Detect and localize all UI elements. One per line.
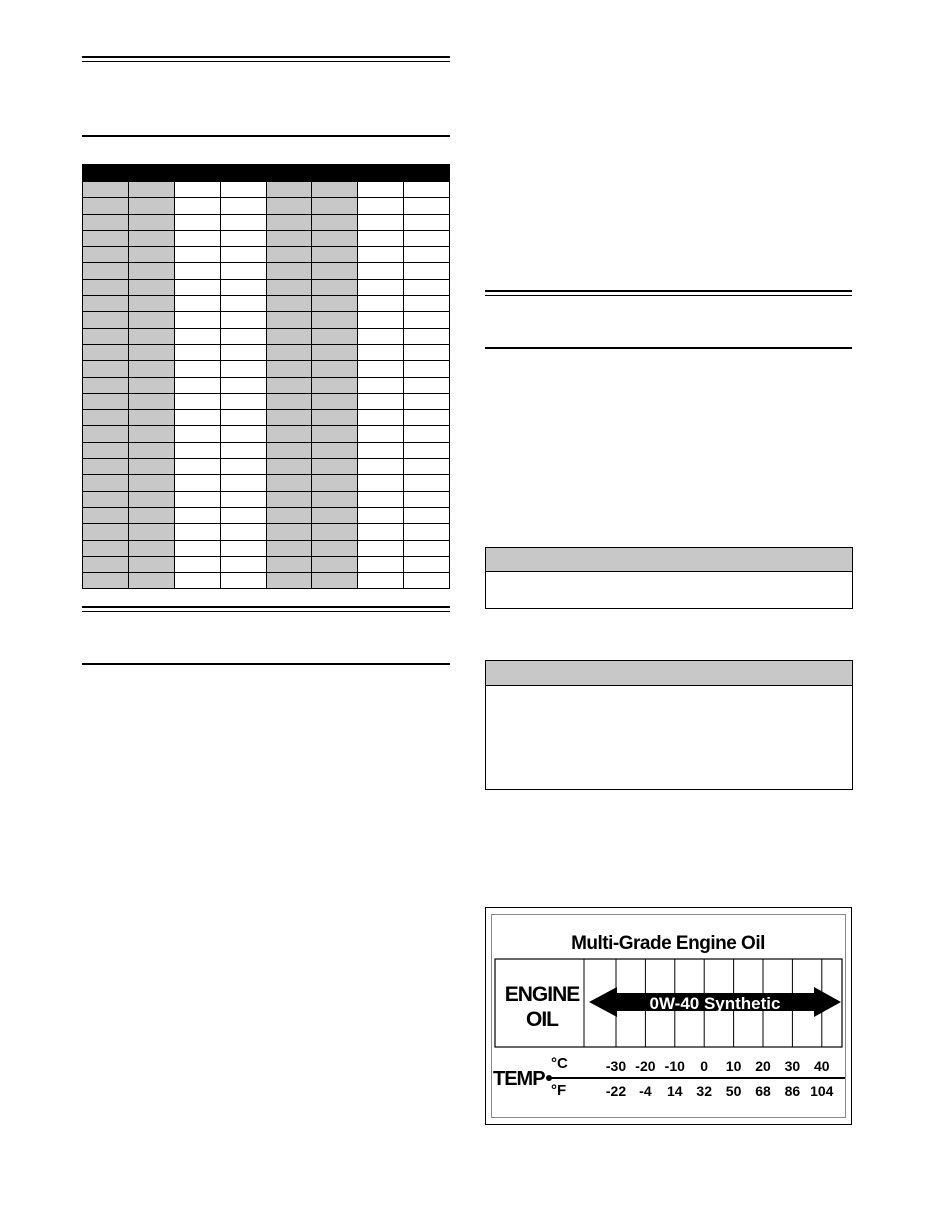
fahrenheit-unit: °F <box>551 1082 567 1099</box>
table-cell <box>358 328 404 344</box>
table-header-cell <box>404 165 450 182</box>
table-cell <box>220 263 266 279</box>
table-cell <box>83 442 129 458</box>
table-cell <box>128 540 174 556</box>
top-double-rule-b <box>82 61 450 62</box>
table-row <box>83 328 450 344</box>
table-cell <box>220 182 266 198</box>
table-cell <box>83 475 129 491</box>
table-cell <box>312 182 358 198</box>
table-cell <box>174 524 220 540</box>
table-cell <box>83 182 129 198</box>
table-cell <box>174 214 220 230</box>
table-cell <box>128 279 174 295</box>
table-cell <box>404 459 450 475</box>
table-cell <box>220 328 266 344</box>
table-cell <box>220 344 266 360</box>
fahrenheit-tick-label: 86 <box>784 1083 801 1099</box>
table-cell <box>358 393 404 409</box>
top-double-rule-a <box>82 56 450 58</box>
fahrenheit-tick-label: -4 <box>639 1083 652 1099</box>
table-cell <box>358 459 404 475</box>
table-cell <box>266 507 312 523</box>
table-cell <box>312 393 358 409</box>
table-cell <box>128 247 174 263</box>
table-cell <box>266 328 312 344</box>
table-cell <box>404 182 450 198</box>
engine-oil-chart <box>485 907 852 1125</box>
table-cell <box>404 524 450 540</box>
table-header-cell <box>266 165 312 182</box>
table-cell <box>266 361 312 377</box>
table-cell <box>174 573 220 589</box>
table-cell <box>404 279 450 295</box>
table-row <box>83 507 450 523</box>
table-cell <box>312 507 358 523</box>
table-cell <box>404 426 450 442</box>
table-row <box>83 426 450 442</box>
table-cell <box>174 410 220 426</box>
table-cell <box>128 507 174 523</box>
table-cell <box>128 475 174 491</box>
table-cell <box>312 426 358 442</box>
table-cell <box>83 230 129 246</box>
celsius-unit: °C <box>551 1055 568 1072</box>
table-cell <box>358 491 404 507</box>
table-cell <box>266 344 312 360</box>
table-cell <box>83 426 129 442</box>
table-cell <box>266 230 312 246</box>
table-cell <box>128 182 174 198</box>
table-cell <box>128 344 174 360</box>
celsius-tick-label: -30 <box>605 1058 627 1074</box>
table-cell <box>174 540 220 556</box>
table-cell <box>404 361 450 377</box>
table-row <box>83 198 450 214</box>
table-cell <box>266 393 312 409</box>
table-cell <box>266 263 312 279</box>
table-cell <box>220 214 266 230</box>
table-cell <box>266 410 312 426</box>
table-cell <box>220 540 266 556</box>
table-cell <box>358 426 404 442</box>
fahrenheit-tick-label: 104 <box>810 1083 834 1099</box>
table-cell <box>83 344 129 360</box>
table-cell <box>128 328 174 344</box>
table-cell <box>220 524 266 540</box>
notice-box-2 <box>485 660 853 790</box>
engine-oil-chart-frame <box>491 914 846 1118</box>
table-cell <box>312 214 358 230</box>
section-rule <box>82 135 450 137</box>
table-cell <box>266 247 312 263</box>
table-cell <box>83 459 129 475</box>
table-cell <box>404 328 450 344</box>
table-cell <box>220 230 266 246</box>
table-cell <box>83 556 129 572</box>
table-cell <box>83 410 129 426</box>
celsius-tick-label: 20 <box>755 1058 771 1074</box>
table-cell <box>404 442 450 458</box>
table-cell <box>358 442 404 458</box>
table-row <box>83 410 450 426</box>
table-row <box>83 247 450 263</box>
table-cell <box>312 279 358 295</box>
table-cell <box>404 312 450 328</box>
celsius-tick-label: -20 <box>635 1058 656 1074</box>
table-cell <box>174 296 220 312</box>
table-cell <box>358 573 404 589</box>
table-cell <box>404 507 450 523</box>
table-row <box>83 344 450 360</box>
celsius-tick-label: 30 <box>784 1058 801 1074</box>
right-section-rule <box>485 347 852 349</box>
table-cell <box>174 475 220 491</box>
table-cell <box>404 410 450 426</box>
table-cell <box>83 312 129 328</box>
table-cell <box>83 279 129 295</box>
table-cell <box>174 459 220 475</box>
table-cell <box>266 459 312 475</box>
table-cell <box>358 263 404 279</box>
table-cell <box>404 556 450 572</box>
chart-title: Multi-Grade Engine Oil <box>571 933 765 954</box>
table-cell <box>312 491 358 507</box>
table-cell <box>404 491 450 507</box>
table-cell <box>128 361 174 377</box>
celsius-tick-label: 10 <box>725 1058 742 1074</box>
table-cell <box>174 507 220 523</box>
table-cell <box>128 442 174 458</box>
table-cell <box>266 442 312 458</box>
table-cell <box>266 475 312 491</box>
table-cell <box>83 573 129 589</box>
table-cell <box>404 475 450 491</box>
table-cell <box>83 507 129 523</box>
table-cell <box>404 214 450 230</box>
table-cell <box>404 377 450 393</box>
fahrenheit-tick-label: 32 <box>696 1083 712 1099</box>
table-cell <box>220 279 266 295</box>
table-cell <box>220 556 266 572</box>
table-cell <box>312 573 358 589</box>
table-row <box>83 214 450 230</box>
table-cell <box>83 328 129 344</box>
celsius-tick-label: -10 <box>664 1058 685 1074</box>
table-cell <box>220 361 266 377</box>
table-cell <box>220 198 266 214</box>
table-cell <box>358 312 404 328</box>
table-cell <box>312 230 358 246</box>
table-cell <box>174 426 220 442</box>
table-cell <box>128 263 174 279</box>
table-cell <box>83 214 129 230</box>
table-cell <box>358 507 404 523</box>
table-row <box>83 230 450 246</box>
table-cell <box>128 491 174 507</box>
table-cell <box>174 182 220 198</box>
table-row <box>83 475 450 491</box>
table-cell <box>174 247 220 263</box>
table-cell <box>220 410 266 426</box>
table-row <box>83 459 450 475</box>
table-cell <box>312 410 358 426</box>
table-cell <box>358 247 404 263</box>
table-cell <box>266 491 312 507</box>
table-header-cell <box>312 165 358 182</box>
table-cell <box>358 475 404 491</box>
table-row <box>83 361 450 377</box>
table-row <box>83 556 450 572</box>
table-header-cell <box>83 165 129 182</box>
table-cell <box>83 540 129 556</box>
table-cell <box>83 491 129 507</box>
table-cell <box>312 344 358 360</box>
table-cell <box>128 312 174 328</box>
table-row <box>83 263 450 279</box>
table-cell <box>128 459 174 475</box>
table-header-cell <box>174 165 220 182</box>
table-cell <box>404 296 450 312</box>
engine-oil-chart-graphic <box>492 915 845 1117</box>
table-cell <box>174 198 220 214</box>
table-cell <box>404 247 450 263</box>
table-cell <box>174 328 220 344</box>
table-row <box>83 182 450 198</box>
table-cell <box>266 182 312 198</box>
table-cell <box>174 279 220 295</box>
table-cell <box>358 540 404 556</box>
table-cell <box>128 393 174 409</box>
table-cell <box>358 214 404 230</box>
table-cell <box>266 279 312 295</box>
table-row <box>83 377 450 393</box>
table-cell <box>128 556 174 572</box>
table-cell <box>128 524 174 540</box>
table-cell <box>174 442 220 458</box>
table-cell <box>266 540 312 556</box>
table-cell <box>358 524 404 540</box>
table-cell <box>83 361 129 377</box>
table-cell <box>128 230 174 246</box>
engine-label: ENGINE <box>504 983 580 1006</box>
table-cell <box>220 393 266 409</box>
celsius-tick-label: 40 <box>814 1058 830 1074</box>
table-cell <box>312 475 358 491</box>
table-cell <box>266 556 312 572</box>
table-cell <box>220 459 266 475</box>
table-cell <box>220 296 266 312</box>
table-cell <box>358 296 404 312</box>
table-cell <box>312 263 358 279</box>
table-cell <box>312 198 358 214</box>
table-cell <box>128 198 174 214</box>
table-cell <box>83 263 129 279</box>
fahrenheit-tick-label: 68 <box>755 1083 771 1099</box>
table-cell <box>174 230 220 246</box>
table-cell <box>358 344 404 360</box>
table-cell <box>358 182 404 198</box>
celsius-tick-label: 0 <box>700 1058 709 1074</box>
table-cell <box>83 296 129 312</box>
table-row <box>83 491 450 507</box>
table-cell <box>312 247 358 263</box>
range-label: 0W-40 Synthetic <box>649 994 781 1013</box>
table-cell <box>312 312 358 328</box>
table-header-row <box>83 165 450 182</box>
table-header-cell <box>220 165 266 182</box>
table-cell <box>266 214 312 230</box>
table-cell <box>266 377 312 393</box>
table-cell <box>220 247 266 263</box>
table-cell <box>128 296 174 312</box>
table-cell <box>358 230 404 246</box>
table-cell <box>404 263 450 279</box>
notice-box-2-header <box>486 661 852 686</box>
table-cell <box>358 377 404 393</box>
fahrenheit-tick-label: -22 <box>605 1083 627 1099</box>
table-cell <box>128 410 174 426</box>
temp-label: TEMP <box>493 1068 545 1090</box>
right-double-rule-b <box>485 295 852 296</box>
table-cell <box>220 442 266 458</box>
table-cell <box>358 279 404 295</box>
table-cell <box>220 312 266 328</box>
table-cell <box>174 556 220 572</box>
table-cell <box>404 540 450 556</box>
fahrenheit-tick-label: 50 <box>725 1083 742 1099</box>
lower-double-rule-a <box>82 606 450 608</box>
oil-label: OIL <box>526 1008 558 1031</box>
table-cell <box>128 214 174 230</box>
table-cell <box>220 475 266 491</box>
table-row <box>83 524 450 540</box>
table-cell <box>128 573 174 589</box>
table-row <box>83 279 450 295</box>
table-cell <box>174 312 220 328</box>
table-row <box>83 393 450 409</box>
table-cell <box>358 556 404 572</box>
table-cell <box>220 573 266 589</box>
table-cell <box>312 524 358 540</box>
table-cell <box>404 344 450 360</box>
table-cell <box>358 361 404 377</box>
table-cell <box>220 491 266 507</box>
table-cell <box>404 573 450 589</box>
table-cell <box>312 540 358 556</box>
table-cell <box>220 507 266 523</box>
table-cell <box>220 426 266 442</box>
table-cell <box>312 361 358 377</box>
table-cell <box>83 377 129 393</box>
celsius-ticks <box>606 1058 830 1074</box>
notice-box-1-header <box>486 548 852 572</box>
table-cell <box>128 426 174 442</box>
table-cell <box>312 459 358 475</box>
table-cell <box>404 230 450 246</box>
table-row <box>83 573 450 589</box>
table-cell <box>174 393 220 409</box>
table-cell <box>266 312 312 328</box>
table-cell <box>266 573 312 589</box>
table-row <box>83 540 450 556</box>
notice-box-1 <box>485 547 853 609</box>
table-cell <box>174 344 220 360</box>
table-cell <box>312 556 358 572</box>
lower-double-rule-b <box>82 611 450 612</box>
table-header-cell <box>128 165 174 182</box>
table-row <box>83 442 450 458</box>
right-double-rule-a <box>485 290 852 292</box>
table-cell <box>312 296 358 312</box>
table-cell <box>83 524 129 540</box>
fahrenheit-ticks <box>606 1083 834 1099</box>
table-cell <box>266 524 312 540</box>
table-cell <box>128 377 174 393</box>
table-cell <box>83 393 129 409</box>
fahrenheit-tick-label: 14 <box>667 1083 683 1099</box>
lower-section-rule <box>82 663 450 665</box>
table-row <box>83 312 450 328</box>
table-cell <box>174 263 220 279</box>
table-cell <box>266 296 312 312</box>
table-cell <box>404 198 450 214</box>
specification-table <box>82 164 450 589</box>
table-cell <box>83 247 129 263</box>
table-cell <box>174 361 220 377</box>
table-cell <box>312 377 358 393</box>
table-cell <box>404 393 450 409</box>
table-cell <box>358 198 404 214</box>
table-cell <box>174 377 220 393</box>
table-cell <box>220 377 266 393</box>
table-cell <box>83 198 129 214</box>
table-row <box>83 296 450 312</box>
table-cell <box>358 410 404 426</box>
table-cell <box>266 426 312 442</box>
table-cell <box>266 198 312 214</box>
table-cell <box>174 491 220 507</box>
table-cell <box>312 442 358 458</box>
table-header-cell <box>358 165 404 182</box>
table-cell <box>312 328 358 344</box>
